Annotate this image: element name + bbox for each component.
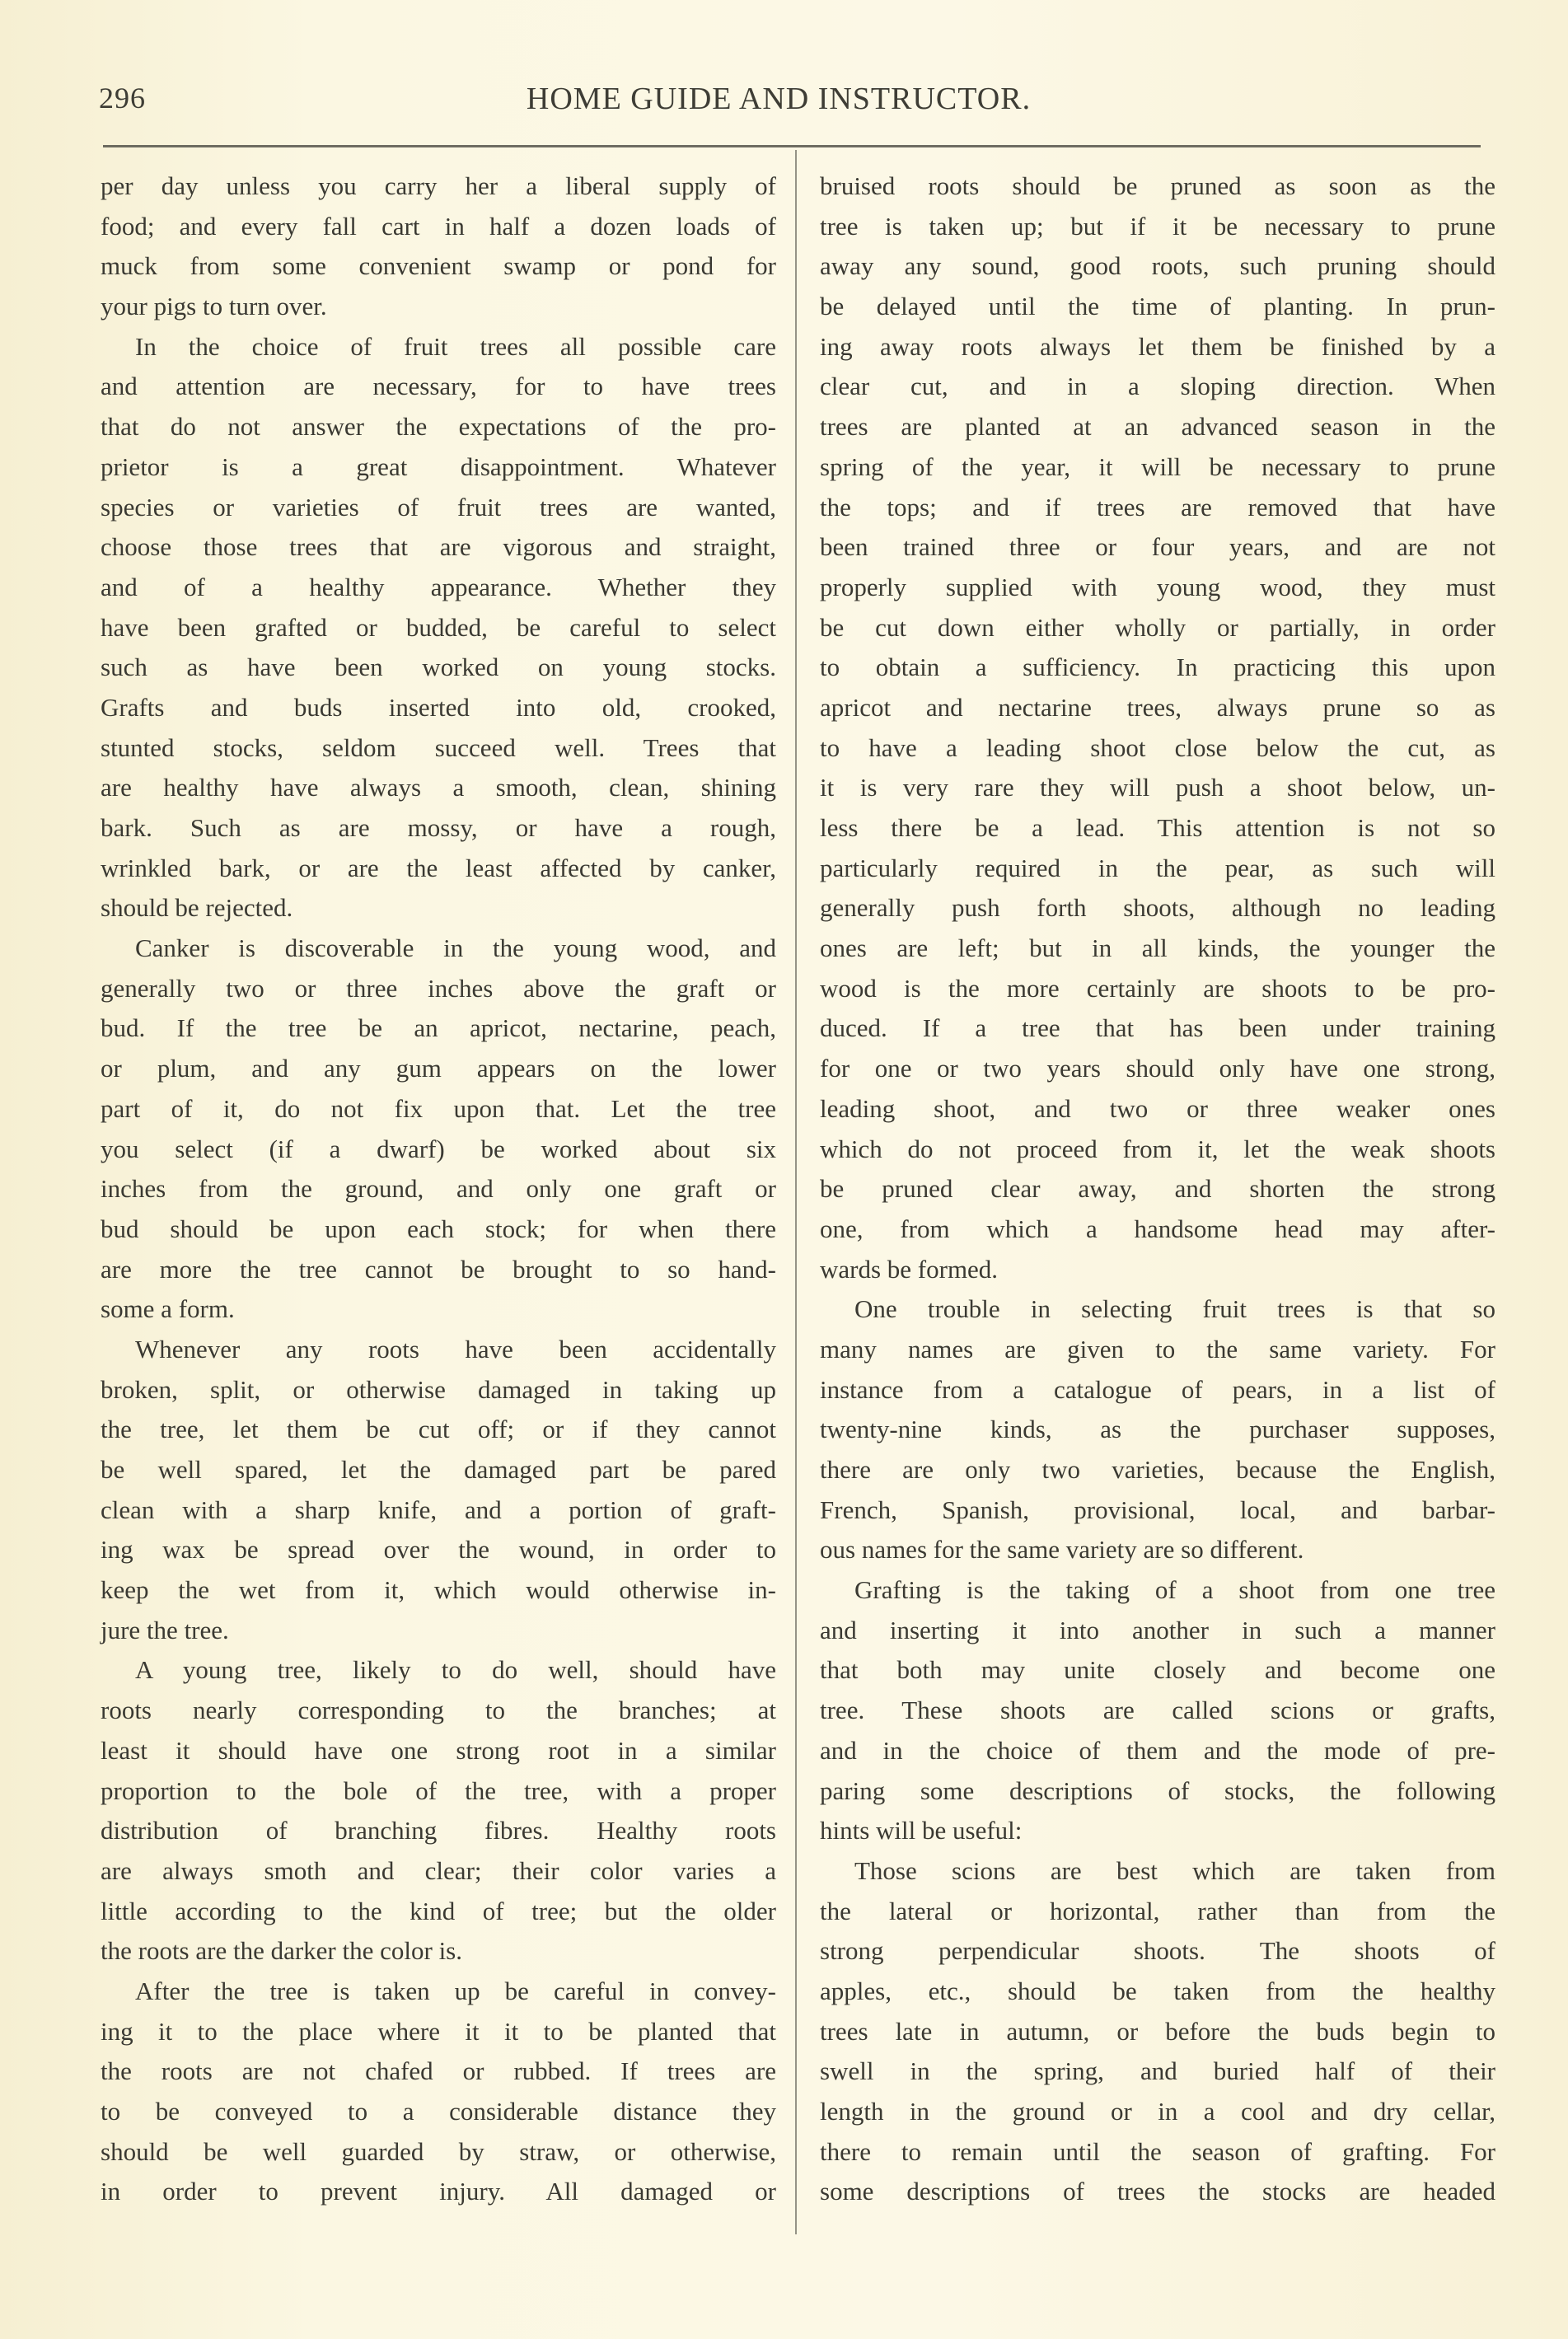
running-title: HOME GUIDE AND INSTRUCTOR. <box>526 82 1032 116</box>
text-line: be pruned clear away, and shorten the strong <box>820 1174 1495 1204</box>
text-line: strong perpendicular shoots. The shoots of <box>820 1936 1495 1966</box>
text-line: to have a leading shoot close below the cut, as <box>820 732 1495 762</box>
page-number: 296 <box>99 82 146 115</box>
text-line: tree is taken up; but if it be necessary to prune <box>820 211 1495 241</box>
text-line: there are only two varieties, because the English, <box>820 1455 1495 1484</box>
text-line: properly supplied with young wood, they must <box>820 572 1495 601</box>
text-line: ing it to the place where it it to be planted that <box>101 2016 776 2046</box>
text-line: prietor is a great disappointment. Whatever <box>101 451 776 481</box>
text-line: be cut down either wholly or partially, in order <box>820 612 1495 642</box>
text-line: bark. Such as are mossy, or have a rough, <box>101 813 776 842</box>
text-line: little according to the kind of tree; but the older <box>101 1896 776 1925</box>
text-line: leading shoot, and two or three weaker ones <box>820 1093 1495 1123</box>
text-line: tree. These shoots are called scions or grafts, <box>820 1696 1495 1725</box>
text-line: particularly required in the pear, as such will <box>820 853 1495 882</box>
text-line: should be rejected. <box>101 893 293 923</box>
text-line: inches from the ground, and only one graft or <box>101 1174 776 1204</box>
text-line: part of it, do not fix upon that. Let the tree <box>101 1093 776 1123</box>
text-line: Those scions are best which are taken from <box>854 1855 1495 1885</box>
text-line: the lateral or horizontal, rather than from the <box>820 1896 1495 1925</box>
text-line: After the tree is taken up be careful in convey- <box>135 1976 776 2005</box>
text-line: such as have been worked on young stocks. <box>101 653 776 682</box>
text-line: proportion to the bole of the tree, with a proper <box>101 1775 776 1805</box>
text-line: clean with a sharp knife, and a portion of graft- <box>101 1495 776 1524</box>
text-line: Grafts and buds inserted into old, crooked, <box>101 692 776 722</box>
text-line: it is very rare they will push a shoot below, un- <box>820 773 1495 802</box>
text-line: A young tree, likely to do well, should have <box>135 1655 776 1685</box>
text-line: and attention are necessary, for to have trees <box>101 372 776 401</box>
text-line: twenty-nine kinds, as the purchaser supposes, <box>820 1415 1495 1444</box>
column-divider <box>795 150 797 2234</box>
text-line: bud. If the tree be an apricot, nectarine, peach, <box>101 1013 776 1043</box>
text-line: your pigs to turn over. <box>101 292 327 321</box>
text-line: choose those trees that are vigorous and straight, <box>101 532 776 562</box>
text-line: least it should have one strong root in a similar <box>101 1735 776 1765</box>
left-column <box>101 166 776 2212</box>
text-line: generally push forth shoots, although no leading <box>820 893 1495 923</box>
text-line: wards be formed. <box>820 1254 999 1284</box>
text-line: clear cut, and in a sloping direction. When <box>820 372 1495 401</box>
text-line: apples, etc., should be taken from the healthy <box>820 1976 1495 2005</box>
text-line: should be well guarded by straw, or otherwise, <box>101 2136 776 2166</box>
text-line: be delayed until the time of planting. In prun- <box>820 292 1495 321</box>
text-line: to be conveyed to a considerable distance they <box>101 2097 776 2126</box>
text-line: keep the wet from it, which would otherwise in- <box>101 1575 776 1605</box>
text-line: duced. If a tree that has been under training <box>820 1013 1495 1043</box>
text-line: you select (if a dwarf) be worked about six <box>101 1134 776 1163</box>
text-line: wood is the more certainly are shoots to be pro- <box>820 973 1495 1003</box>
text-line: are healthy have always a smooth, clean, shining <box>101 773 776 802</box>
text-line: in order to prevent injury. All damaged or <box>101 2177 776 2206</box>
text-line: which do not proceed from it, let the weak shoots <box>820 1134 1495 1163</box>
text-line: Canker is discoverable in the young wood, and <box>135 933 776 963</box>
text-line: bruised roots should be pruned as soon as the <box>820 171 1495 200</box>
text-line: for one or two years should only have one strong, <box>820 1054 1495 1083</box>
text-line: roots nearly corresponding to the branches; at <box>101 1696 776 1725</box>
text-line: ing away roots always let them be finished by a <box>820 331 1495 361</box>
text-line: generally two or three inches above the graft or <box>101 973 776 1003</box>
text-line: In the choice of fruit trees all possible care <box>135 331 776 361</box>
text-line: bud should be upon each stock; for when there <box>101 1214 776 1243</box>
text-line: some descriptions of trees the stocks are headed <box>820 2177 1495 2206</box>
text-line: spring of the year, it will be necessary to prune <box>820 451 1495 481</box>
text-line: are always smoth and clear; their color varies a <box>101 1855 776 1885</box>
right-column <box>820 166 1495 2212</box>
text-line: paring some descriptions of stocks, the following <box>820 1775 1495 1805</box>
text-line: swell in the spring, and buried half of their <box>820 2056 1495 2086</box>
text-line: trees are planted at an advanced season in the <box>820 412 1495 442</box>
text-line: jure the tree. <box>101 1615 229 1644</box>
text-line: to obtain a sufficiency. In practicing this upon <box>820 653 1495 682</box>
text-line: and inserting it into another in such a manner <box>820 1615 1495 1644</box>
text-line: instance from a catalogue of pears, in a list of <box>820 1374 1495 1404</box>
text-line: broken, split, or otherwise damaged in taking up <box>101 1374 776 1404</box>
text-line: the tree, let them be cut off; or if they cannot <box>101 1415 776 1444</box>
text-line: One trouble in selecting fruit trees is that so <box>854 1294 1495 1324</box>
text-line: have been grafted or budded, be careful to select <box>101 612 776 642</box>
text-line: muck from some convenient swamp or pond for <box>101 251 776 281</box>
text-line: hints will be useful: <box>820 1816 1023 1845</box>
text-line: be well spared, let the damaged part be pared <box>101 1455 776 1484</box>
text-line: trees late in autumn, or before the buds begin to <box>820 2016 1495 2046</box>
text-line: that both may unite closely and become one <box>820 1655 1495 1685</box>
text-line: ing wax be spread over the wound, in order to <box>101 1535 776 1565</box>
text-line: ous names for the same variety are so different. <box>820 1535 1304 1565</box>
text-line: apricot and nectarine trees, always prune so as <box>820 692 1495 722</box>
running-head <box>99 81 1491 122</box>
header-rule <box>103 145 1481 147</box>
text-line: many names are given to the same variety. For <box>820 1334 1495 1364</box>
text-line: Whenever any roots have been accidentally <box>135 1334 776 1364</box>
text-line: stunted stocks, seldom succeed well. Trees that <box>101 732 776 762</box>
text-line: been trained three or four years, and are not <box>820 532 1495 562</box>
text-line: the roots are the darker the color is. <box>101 1936 462 1966</box>
text-line: distribution of branching fibres. Healthy roots <box>101 1816 776 1845</box>
text-line: and of a healthy appearance. Whether they <box>101 572 776 601</box>
text-line: French, Spanish, provisional, local, and barbar- <box>820 1495 1495 1524</box>
text-line: or plum, and any gum appears on the lower <box>101 1054 776 1083</box>
text-line: some a form. <box>101 1294 235 1324</box>
text-line: there to remain until the season of grafting. For <box>820 2136 1495 2166</box>
text-line: ones are left; but in all kinds, the younger the <box>820 933 1495 963</box>
text-line: the roots are not chafed or rubbed. If trees are <box>101 2056 776 2086</box>
text-line: that do not answer the expectations of the pro- <box>101 412 776 442</box>
text-line: the tops; and if trees are removed that have <box>820 492 1495 522</box>
text-line: one, from which a handsome head may after- <box>820 1214 1495 1243</box>
text-line: wrinkled bark, or are the least affected by canker, <box>101 853 776 882</box>
text-line: species or varieties of fruit trees are wanted, <box>101 492 776 522</box>
text-line: away any sound, good roots, such pruning should <box>820 251 1495 281</box>
text-line: length in the ground or in a cool and dry cellar, <box>820 2097 1495 2126</box>
text-line: food; and every fall cart in half a dozen loads of <box>101 211 776 241</box>
text-line: Grafting is the taking of a shoot from one tree <box>854 1575 1495 1605</box>
text-line: less there be a lead. This attention is not so <box>820 813 1495 842</box>
text-line: per day unless you carry her a liberal supply of <box>101 171 776 200</box>
text-line: are more the tree cannot be brought to so hand- <box>101 1254 776 1284</box>
text-line: and in the choice of them and the mode of pre- <box>820 1735 1495 1765</box>
